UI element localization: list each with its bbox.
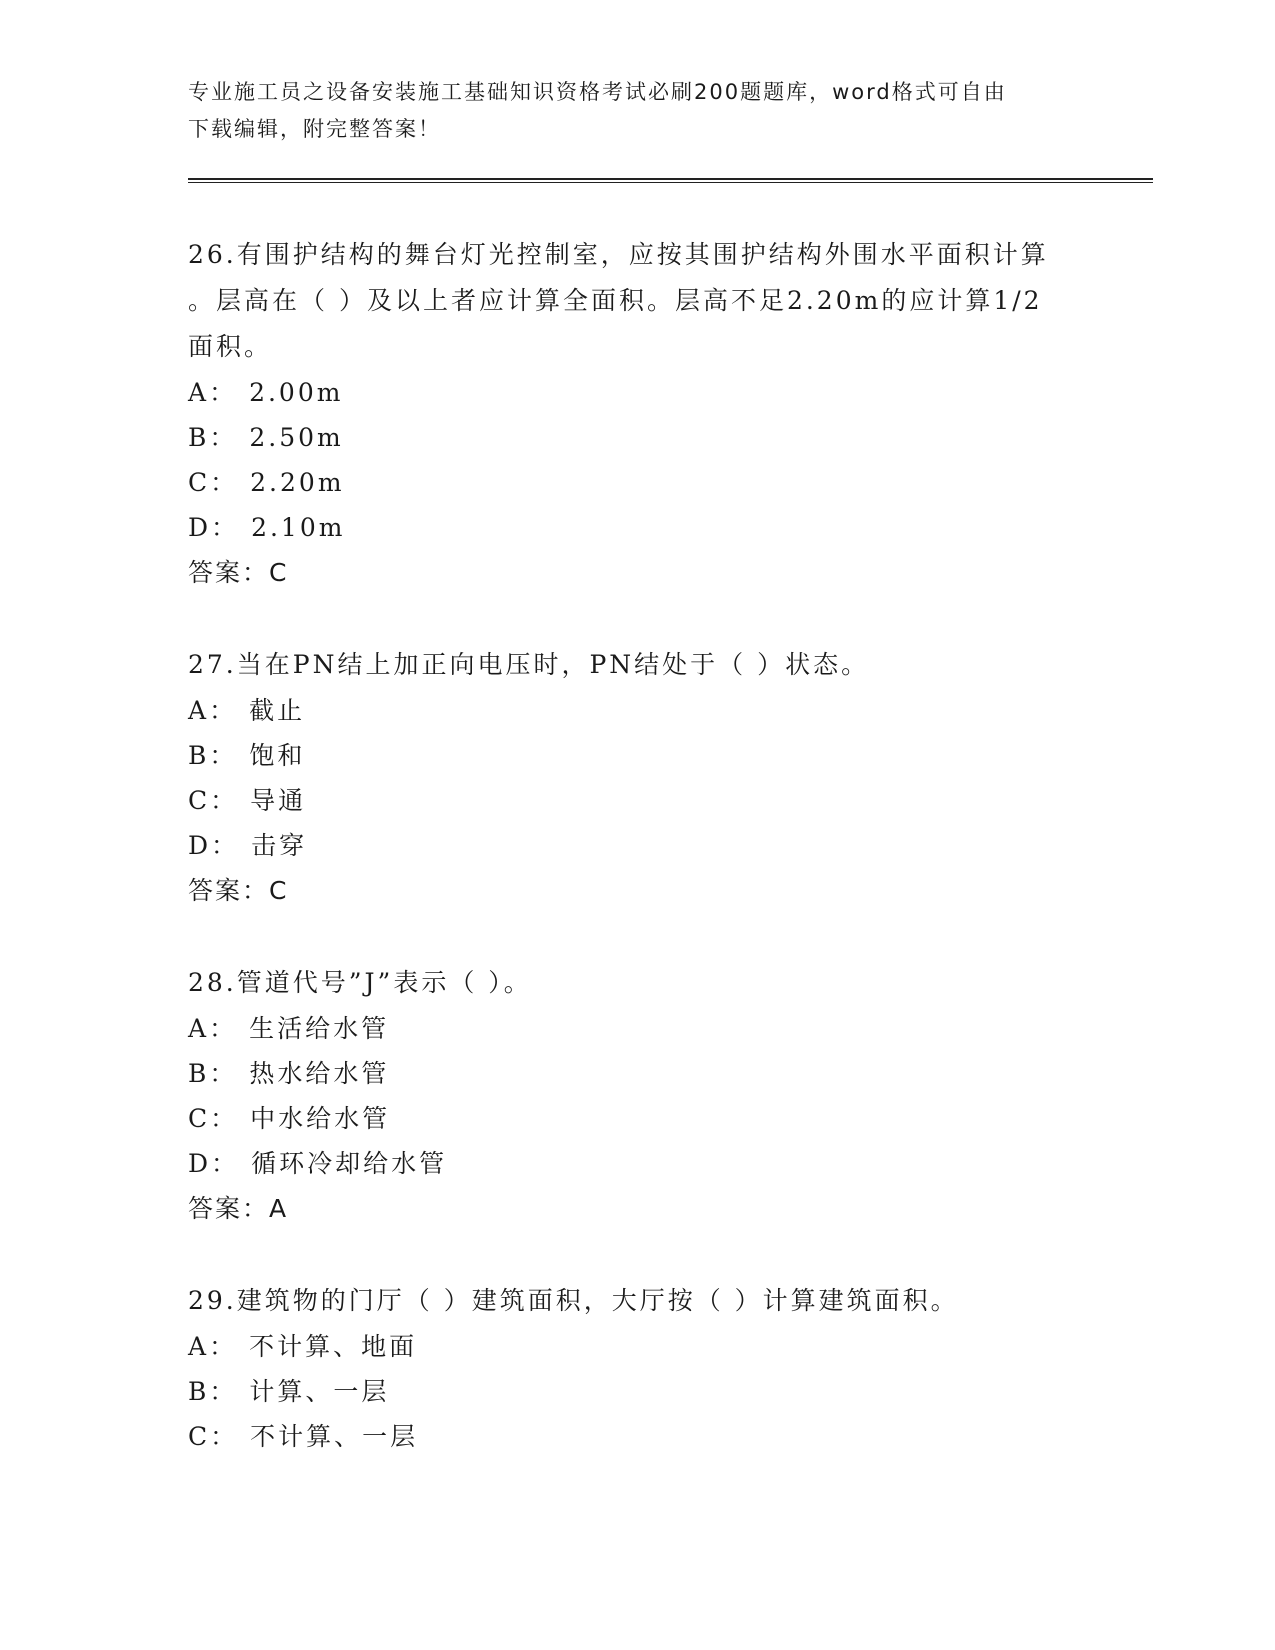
question-text: 。层高在（ ）及以上者应计算全面积。层高不足2.20m的应计算1/2 (188, 286, 1043, 315)
answer-option (188, 778, 1068, 823)
question-text: 面积。 (188, 332, 273, 361)
question-block (188, 642, 1068, 914)
question-text: 27.当在PN结上加正向电压时，PN结处于（ ）状态。 (188, 650, 870, 679)
option-key: B (188, 423, 210, 452)
question-text: 29.建筑物的门厅（ ）建筑面积，大厅按（ ）计算建筑面积。 (188, 1286, 959, 1315)
option-text: 截止 (249, 696, 306, 725)
header-title-line-2: 下载编辑，附完整答案！ (188, 117, 441, 141)
answer-option (188, 733, 1068, 778)
question-block (188, 232, 1068, 596)
option-text: 击穿 (251, 831, 308, 860)
option-key: B (188, 741, 210, 770)
option-key: A (188, 1014, 210, 1043)
option-separator: ： (211, 1149, 240, 1178)
option-key: D (188, 831, 212, 860)
answer-option (188, 823, 1068, 868)
answer-option (188, 1369, 1068, 1414)
answer-line: 答案：A (188, 1194, 289, 1223)
answer-option (188, 1051, 1068, 1096)
option-key: C (188, 468, 211, 497)
answer-line: 答案：C (188, 876, 289, 905)
document-header (188, 74, 1068, 148)
question-text: 28.管道代号”J”表示（ ）。 (188, 968, 532, 997)
question-list (188, 232, 1068, 1505)
option-separator: ： (209, 1332, 238, 1361)
option-separator: ： (209, 1059, 238, 1088)
answer-option (188, 415, 1068, 460)
option-separator: ： (209, 1014, 238, 1043)
option-key: A (188, 1332, 210, 1361)
option-separator: ： (209, 423, 238, 452)
option-text: 不计算、地面 (249, 1332, 418, 1361)
answer-option (188, 460, 1068, 505)
question-block (188, 1278, 1068, 1459)
option-text: 计算、一层 (249, 1377, 390, 1406)
option-text: 不计算、一层 (250, 1422, 419, 1451)
option-separator: ： (209, 378, 238, 407)
answer-option (188, 1096, 1068, 1141)
option-key: C (188, 1422, 211, 1451)
header-title-line-1: 专业施工员之设备安装施工基础知识资格考试必刷200题题库，word格式可自由 (188, 80, 1007, 104)
question-block (188, 960, 1068, 1232)
option-separator: ： (210, 1422, 239, 1451)
option-text: 中水给水管 (250, 1104, 391, 1133)
option-separator: ： (210, 468, 239, 497)
option-separator: ： (209, 696, 238, 725)
option-key: A (188, 696, 210, 725)
option-key: B (188, 1059, 210, 1088)
answer-option (188, 1006, 1068, 1051)
question-text: 26.有围护结构的舞台灯光控制室，应按其围护结构外围水平面积计算 (188, 240, 1049, 269)
option-key: C (188, 786, 211, 815)
option-separator: ： (209, 741, 238, 770)
answer-option (188, 688, 1068, 733)
option-text: 生活给水管 (249, 1014, 390, 1043)
option-key: D (188, 513, 212, 542)
option-key: B (188, 1377, 210, 1406)
answer-line: 答案：C (188, 558, 289, 587)
answer-option (188, 1324, 1068, 1369)
option-text: 循环冷却给水管 (251, 1149, 448, 1178)
option-text: 2.50m (249, 423, 344, 452)
option-separator: ： (209, 1377, 238, 1406)
option-separator: ： (211, 831, 240, 860)
header-divider (188, 178, 1153, 183)
option-text: 2.10m (251, 513, 346, 542)
option-text: 2.00m (249, 378, 344, 407)
option-key: A (188, 378, 210, 407)
option-separator: ： (211, 513, 240, 542)
option-separator: ： (210, 786, 239, 815)
option-text: 2.20m (250, 468, 345, 497)
option-text: 导通 (250, 786, 307, 815)
answer-option (188, 1141, 1068, 1186)
option-text: 热水给水管 (249, 1059, 390, 1088)
option-separator: ： (210, 1104, 239, 1133)
option-text: 饱和 (249, 741, 306, 770)
option-key: D (188, 1149, 212, 1178)
answer-option (188, 1414, 1068, 1459)
answer-option (188, 370, 1068, 415)
answer-option (188, 505, 1068, 550)
option-key: C (188, 1104, 211, 1133)
